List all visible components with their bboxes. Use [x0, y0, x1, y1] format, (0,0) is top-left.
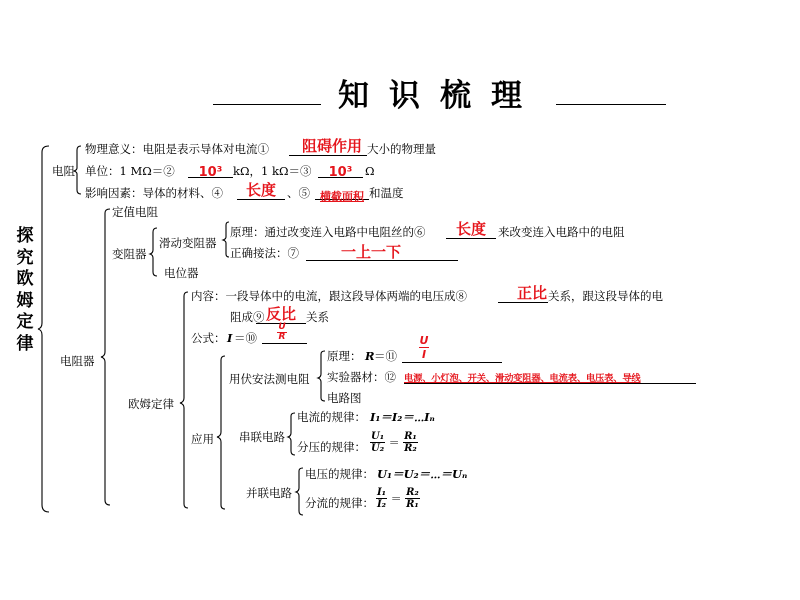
- bracket-ohm: [180, 292, 188, 508]
- bracket-voltammeter: [318, 351, 325, 401]
- root-label: 探究欧姆定律: [16, 226, 34, 354]
- blank-11-line: [402, 362, 502, 363]
- resistor-label: 电阻器: [60, 354, 95, 368]
- answer-2: 10³: [198, 165, 223, 180]
- bracket-parallel: [296, 468, 303, 515]
- unit-suffix: Ω: [365, 164, 375, 178]
- ohm-content-suffix: 关系: [306, 310, 329, 324]
- bracket-slide: [223, 222, 229, 257]
- variable-resistor-label: 变阻器: [112, 247, 147, 261]
- bracket-resistance: [74, 146, 81, 194]
- answer-5: 横截面积: [320, 190, 364, 203]
- parallel-voltage-label: 电压的规律：: [305, 467, 374, 481]
- answer-10: $\frac{U}{R}$: [278, 322, 286, 342]
- formula-var: I: [227, 331, 233, 345]
- answer-6: 长度: [455, 220, 486, 238]
- resistance-label: 电阻: [52, 164, 75, 178]
- ohm-law-label: 欧姆定律: [128, 397, 174, 411]
- vm-diagram: 电路图: [327, 391, 362, 405]
- answer-11: $\frac{U}{I}$: [419, 334, 429, 361]
- principle-prefix: 原理：通过改变连入电路中电阻丝的⑥: [230, 225, 426, 239]
- answer-3: 10³: [328, 165, 353, 180]
- series-voltage-label: 分压的规律：: [297, 440, 366, 454]
- potentiometer: 电位器: [164, 266, 199, 280]
- formula-prefix: 公式：: [191, 331, 226, 345]
- answer-9: 反比: [265, 305, 296, 323]
- page-title: 知识梳理: [338, 78, 542, 114]
- factors-prefix: 影响因素：导体的材料、④: [85, 186, 223, 200]
- answer-12: 电源、小灯泡、开关、滑动变阻器、电流表、电压表、导线: [404, 373, 641, 384]
- series-label: 串联电路: [239, 430, 285, 444]
- fixed-resistor: 定值电阻: [112, 205, 158, 219]
- application-label: 应用: [191, 432, 214, 446]
- answer-8: 正比: [516, 284, 547, 302]
- blank-10-line: [262, 343, 307, 344]
- parallel-current-rule: $\frac{\text{I₁}}{\text{I₂}}$ ＝ $\frac{\text{R₂}}{\text{R₁}}$: [377, 487, 419, 510]
- vm-principle-eq: ＝⑪: [374, 349, 397, 363]
- unit-prefix: 单位：1 MΩ＝②: [85, 164, 175, 178]
- unit-mid: kΩ，1 kΩ＝③: [233, 164, 312, 178]
- series-voltage-rule: $\frac{\text{U₁}}{\text{U₂}}$ ＝ $\frac{\text{R₁}}{\text{R₂}}$: [371, 431, 417, 454]
- factors-sep: 、⑤: [287, 186, 310, 200]
- meaning-prefix: 物理意义：电阻是表示导体对电流①: [85, 142, 269, 156]
- ohm-content-mid: 关系，跟这段导体的电: [548, 289, 663, 303]
- parallel-voltage-rule: U₁＝U₂＝⋯＝Uₙ: [377, 467, 468, 481]
- bracket-root: [38, 146, 49, 512]
- answer-1: 阻碍作用: [302, 137, 363, 155]
- formula-eq: ＝⑩: [234, 331, 257, 345]
- bracket-application: [217, 356, 225, 509]
- parallel-label: 并联电路: [246, 486, 292, 500]
- series-current-label: 电流的规律：: [297, 410, 366, 424]
- vm-principle-prefix: 原理：: [327, 349, 362, 363]
- bracket-variable: [150, 228, 157, 276]
- series-current-rule: I₁＝I₂＝⋯Iₙ: [370, 410, 435, 424]
- factors-suffix: 和温度: [369, 186, 404, 200]
- voltammeter-label: 用伏安法测电阻: [229, 372, 310, 386]
- bracket-resistor: [101, 209, 110, 505]
- vm-principle-var: R: [365, 349, 375, 363]
- answer-7: 一上一下: [340, 243, 401, 261]
- bracket-series: [288, 413, 295, 455]
- meaning-suffix: 大小的物理量: [367, 142, 436, 156]
- slide-rheostat-label: 滑动变阻器: [159, 236, 217, 250]
- answer-4: 长度: [245, 181, 276, 199]
- ohm-content-line2-prefix: 阻成⑨: [230, 310, 265, 324]
- wiring-prefix: 正确接法：⑦: [230, 246, 299, 260]
- vm-equipment-prefix: 实验器材：⑫: [327, 370, 396, 384]
- principle-suffix: 来改变连入电路中的电阻: [498, 225, 625, 239]
- parallel-current-label: 分流的规律：: [305, 496, 374, 510]
- ohm-content-prefix: 内容：一段导体中的电流，跟这段导体两端的电压成⑧: [191, 289, 467, 303]
